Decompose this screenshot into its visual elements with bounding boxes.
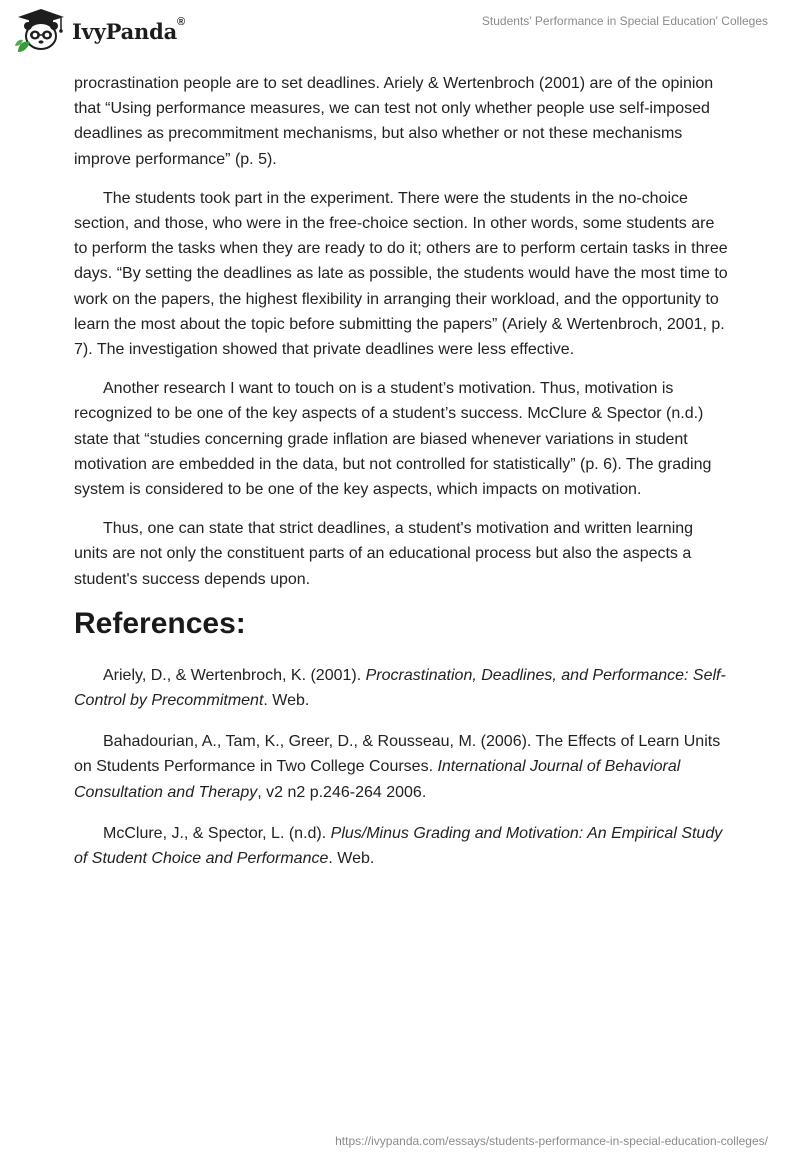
body-paragraph: Another research I want to touch on is a student’s motivation. Thus, motivation is recognized to be one of the key aspects of a student’s success. McClure & Spector (n.d.) state that “studies concerning grade inflation are biased whenever variations in student motivation are embedded in the data, but not controlled for statistically” (p. 6). The grading system is considered to be one of the key aspects, which impacts on motivation. — [74, 380, 712, 499]
source-url-link[interactable]: https://ivypanda.com/essays/students-performance-in-special-education-colleges/ — [335, 1134, 768, 1148]
page-header — [0, 0, 800, 60]
registered-mark: ® — [177, 15, 185, 28]
brand-logo[interactable] — [14, 8, 185, 54]
essay-content — [74, 71, 730, 887]
brand-name: IvyPanda® — [72, 15, 185, 44]
reference-item: McClure, J., & Spector, L. (n.d). Plus/Minus Grading and Motivation: An Empirical Study of Student Choice and Performance. Web. — [74, 824, 723, 868]
reference-item: Bahadourian, A., Tam, K., Greer, D., & Rousseau, M. (2006). The Effects of Learn Units on Students Performance in Two College Courses. International Journal of Behavioral Consultation and Therapy, v2 n2 p.246-264 2006. — [74, 733, 721, 801]
body-paragraph: procrastination people are to set deadlines. Ariely & Wertenbroch (2001) are of the opinion that “Using performance measures, we can test not only whether people use self-imposed deadlines as precommitment mechanisms, but also whether or not these mechanisms improve performance” (p. 5). — [74, 75, 714, 168]
references-heading: References: — [74, 606, 246, 640]
body-paragraph: The students took part in the experiment. There were the students in the no-choice section, and those, who were in the free-choice section. In other words, some students are to perform the tasks when they are ready to do it; others are to perform certain tasks in three days. “By setting the deadlines as late as possible, the students would have the most time to work on the papers, the highest flexibility in arranging their workload, and the opportunity to learn the most about the topic before submitting the papers” (Ariely & Wertenbroch, 2001, p. 7). The investigation showed that private deadlines were less effective. — [74, 189, 728, 359]
document-title: Students' Performance in Special Education' Colleges — [481, 14, 768, 28]
panda-graduate-icon — [14, 8, 68, 54]
reference-item: Ariely, D., & Wertenbroch, K. (2001). Procrastination, Deadlines, and Performance: Self-Control by Precommitment. Web. — [74, 666, 726, 710]
body-paragraph: Thus, one can state that strict deadlines, a student's motivation and written learning units are not only the constituent parts of an educational process but also the aspects a student's success depends upon. — [74, 520, 694, 588]
